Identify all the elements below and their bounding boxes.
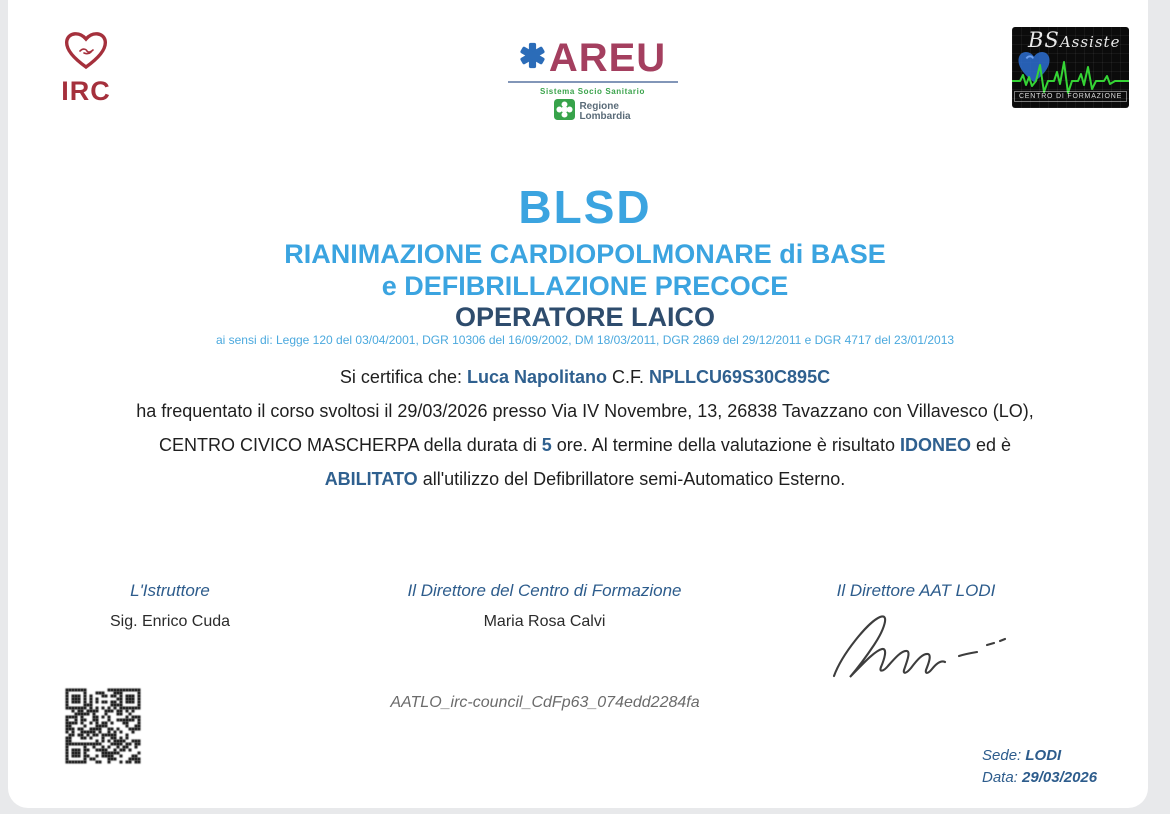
irc-logo: [54, 30, 118, 107]
qualification-line: ABILITATO all'utilizzo del Defibrillatore semi-Automatico Esterno.: [324, 469, 846, 489]
document-code: AATLO_irc-council_CdFp63_074edd2284fa: [390, 694, 700, 711]
certificate-subtitle-1: RIANIMAZIONE CARDIOPOLMONARE di BASE: [284, 239, 886, 269]
star-of-life-icon: [519, 42, 546, 74]
rosa-camuna-icon: [554, 99, 575, 125]
areu-logo: [500, 38, 685, 125]
result-value: IDONEO: [899, 435, 971, 455]
areu-subtitle: Sistema Socio Sanitario: [540, 87, 645, 96]
bsassiste-logo: [1012, 27, 1129, 108]
handwritten-signature: [822, 604, 1022, 703]
sede-value: LODI: [1025, 747, 1062, 764]
qualification-value: ABILITATO: [324, 469, 418, 489]
bsassiste-subtitle: CENTRO DI FORMAZIONE: [1012, 85, 1129, 103]
sede-label: Sede:: [982, 747, 1026, 764]
bsassiste-logo-text: BSAssiste: [1028, 28, 1121, 52]
qr-code: [64, 687, 142, 765]
course-details-line: ha frequentato il corso svoltosi il 29/03/2026 presso Via IV Novembre, 13, 26838 Tavazzano con Villavesco (LO),: [136, 401, 1034, 421]
fiscal-code: NPLLCU69S30C895C: [649, 367, 831, 387]
irc-heart-icon: [63, 57, 109, 74]
legal-references: ai sensi di: Legge 120 del 03/04/2001, DGR 10306 del 16/09/2002, DM 18/03/2011, DGR 2869 del 29/12/2011 e DGR 4717 del 23/01/2013: [215, 333, 955, 347]
irc-logo-text: IRC: [61, 76, 111, 106]
areu-divider: [508, 81, 678, 83]
regione-lombardia-text: Regione Lombardia: [579, 101, 631, 122]
instructor-role-label: L'Istruttore: [130, 581, 210, 600]
training-director-name: Maria Rosa Calvi: [483, 613, 606, 630]
instructor-name: Sig. Enrico Cuda: [109, 613, 231, 630]
certificate-title: BLSD: [518, 181, 652, 233]
aat-director-role-label: Il Direttore AAT LODI: [836, 581, 996, 600]
certificate-subtitle-2: e DEFIBRILLAZIONE PRECOCE: [381, 271, 789, 301]
regione-lombardia-logo: [554, 99, 630, 125]
data-label: Data:: [982, 769, 1023, 786]
sede-data-block: [982, 745, 1097, 789]
certification-line: Si certifica che: Luca Napolitano C.F. NPLLCU69S30C895C: [339, 367, 831, 387]
areu-logo-text: AREU: [548, 36, 667, 80]
person-name: Luca Napolitano: [466, 367, 607, 387]
data-value: 29/03/2026: [1022, 769, 1098, 786]
certificate-subtitle-3: OPERATORE LAICO: [454, 302, 716, 332]
course-result-line: CENTRO CIVICO MASCHERPA della durata di 5 ore. Al termine della valutazione è risultato IDONEO ed è: [158, 435, 1012, 455]
course-hours: 5: [541, 435, 552, 455]
training-director-role-label: Il Direttore del Centro di Formazione: [407, 581, 682, 600]
